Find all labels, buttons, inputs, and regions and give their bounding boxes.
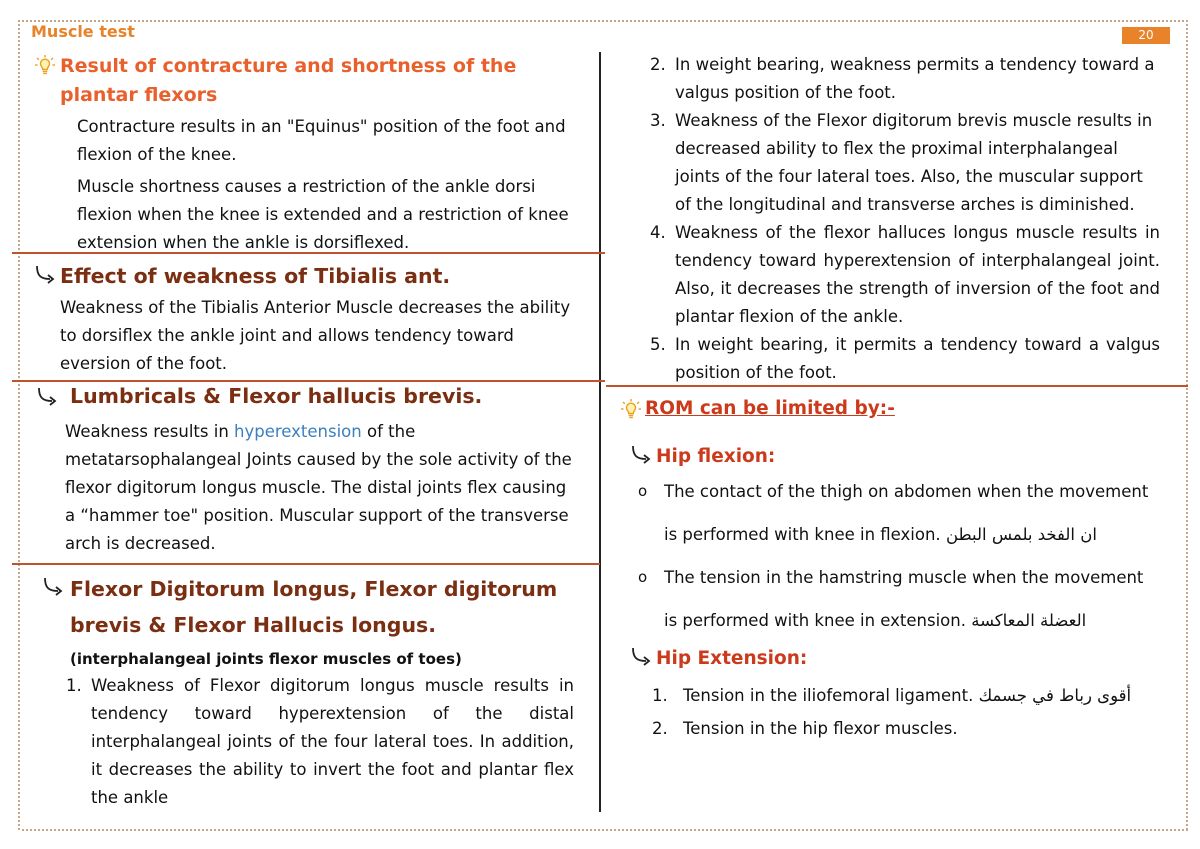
lightbulb-icon bbox=[620, 398, 642, 420]
hyperextension-highlight: hyperextension bbox=[234, 422, 362, 441]
list-number: 1. bbox=[66, 676, 82, 695]
arabic-note: العضلة المعاكسة bbox=[971, 611, 1087, 630]
bullet-text: is performed with knee in extension. bbox=[664, 611, 966, 630]
contracture-paragraph-1: Contracture results in an "Equinus" position of the foot and flexion of the knee. bbox=[77, 117, 566, 164]
tibialis-paragraph: Weakness of the Tibialis Anterior Muscle decreases the ability to dorsiflex the ankle joint and allows tendency toward eversion of the foot. bbox=[60, 298, 571, 373]
rom-heading: ROM can be limited by:- bbox=[645, 398, 895, 419]
curved-arrow-icon bbox=[630, 646, 654, 668]
contracture-heading-line2: plantar flexors bbox=[60, 84, 218, 106]
lumbricals-text: Weakness results in bbox=[65, 422, 235, 441]
bullet-text: The contact of the thigh on abdomen when the movement bbox=[664, 482, 1149, 501]
curved-arrow-icon bbox=[630, 444, 654, 466]
arabic-note: ان الفخد بلمس البطن bbox=[945, 525, 1097, 544]
curved-arrow-icon bbox=[34, 264, 58, 286]
section-rule bbox=[12, 563, 600, 565]
list-number: 2. bbox=[650, 55, 666, 74]
list-number: 1. bbox=[652, 686, 668, 705]
contracture-body bbox=[77, 113, 577, 257]
list-text: Weakness of the Flexor digitorum brevis muscle results in decreased ability to flex the proximal interphalangeal joints of the four lateral toes. Also, the muscular support of the longitudinal and transverse arches is diminished. bbox=[675, 111, 1153, 214]
hip-extension-heading: Hip Extension: bbox=[656, 648, 808, 669]
hip-flexion-heading: Hip flexion: bbox=[656, 446, 776, 467]
flexors-heading-line2: brevis & Flexor Hallucis longus. bbox=[70, 613, 437, 637]
list-item bbox=[652, 712, 1172, 745]
list-text: Tension in the iliofemoral ligament. bbox=[683, 686, 974, 705]
flexors-heading-line1: Flexor Digitorum longus, Flexor digitorum bbox=[70, 577, 558, 601]
lumbricals-paragraph bbox=[65, 418, 575, 558]
list-number: 5. bbox=[650, 335, 666, 354]
weakness-list bbox=[650, 51, 1160, 387]
column-divider bbox=[599, 52, 601, 812]
page-border-top bbox=[22, 20, 1188, 22]
bullet-icon: o bbox=[638, 568, 648, 586]
lumbricals-text: of the metatarsophalangeal Joints caused by the sole activity of the flexor digitorum longus muscle. The distal joints flex causing a “hammer toe" position. Muscular support of the transverse arch is decreased. bbox=[65, 422, 572, 553]
curved-arrow-icon bbox=[42, 576, 66, 598]
list-item bbox=[650, 107, 1160, 219]
list-text: Weakness of Flexor digitorum longus muscle results in tendency toward hyperextension of the distal interphalangeal joints of the four lateral toes. In addition, it decreases the ability to invert the foot and plantar flex the ankle bbox=[91, 676, 574, 807]
section-rule bbox=[12, 252, 605, 254]
lumbricals-heading: Lumbricals & Flexor hallucis brevis. bbox=[70, 384, 483, 408]
contracture-heading-line1: Result of contracture and shortness of the bbox=[60, 55, 517, 77]
bullet-text: is performed with knee in flexion. bbox=[664, 525, 941, 544]
flexors-list bbox=[66, 672, 574, 812]
page-border-bottom bbox=[22, 829, 1188, 831]
bullet-icon: o bbox=[638, 482, 648, 500]
bullet-text-line2 bbox=[664, 611, 1086, 630]
bullet-text: The tension in the hamstring muscle when the movement bbox=[664, 568, 1144, 587]
list-number: 3. bbox=[650, 111, 666, 130]
list-text: Weakness of the flexor halluces longus muscle results in tendency toward hyperextension of interphalangeal joint. Also, it decreases the strength of inversion of the foot and plantar flexion of the ankle. bbox=[675, 223, 1160, 326]
list-number: 2. bbox=[652, 719, 668, 738]
header-title: Muscle test bbox=[31, 22, 135, 41]
page-number-badge: 20 bbox=[1122, 27, 1170, 44]
flexors-subtitle: (interphalangeal joints flexor muscles of toes) bbox=[70, 650, 462, 668]
page-border-left bbox=[18, 20, 20, 830]
list-item bbox=[650, 51, 1160, 107]
list-item bbox=[650, 331, 1160, 387]
page-border-right bbox=[1186, 20, 1188, 830]
arabic-note: أقوى رباط في جسمك bbox=[978, 686, 1132, 705]
lightbulb-icon bbox=[34, 54, 56, 76]
list-item bbox=[652, 679, 1172, 712]
list-text: In weight bearing, it permits a tendency toward a valgus position of the foot. bbox=[675, 335, 1160, 382]
list-text: Tension in the hip flexor muscles. bbox=[683, 719, 958, 738]
tibialis-heading: Effect of weakness of Tibialis ant. bbox=[60, 264, 451, 288]
list-number: 4. bbox=[650, 223, 666, 242]
list-item bbox=[650, 219, 1160, 331]
contracture-paragraph-2: Muscle shortness causes a restriction of the ankle dorsi flexion when the knee is extended and a restriction of knee extension when the ankle is dorsiflexed. bbox=[77, 177, 569, 252]
list-text: In weight bearing, weakness permits a tendency toward a valgus position of the foot. bbox=[675, 55, 1155, 102]
section-rule bbox=[606, 385, 1188, 387]
flexors-heading bbox=[70, 571, 595, 643]
curved-arrow-icon bbox=[36, 386, 60, 408]
list-item bbox=[66, 672, 574, 812]
contracture-heading bbox=[60, 52, 580, 110]
bullet-text-line2 bbox=[664, 525, 1097, 544]
hip-extension-list bbox=[652, 679, 1172, 745]
